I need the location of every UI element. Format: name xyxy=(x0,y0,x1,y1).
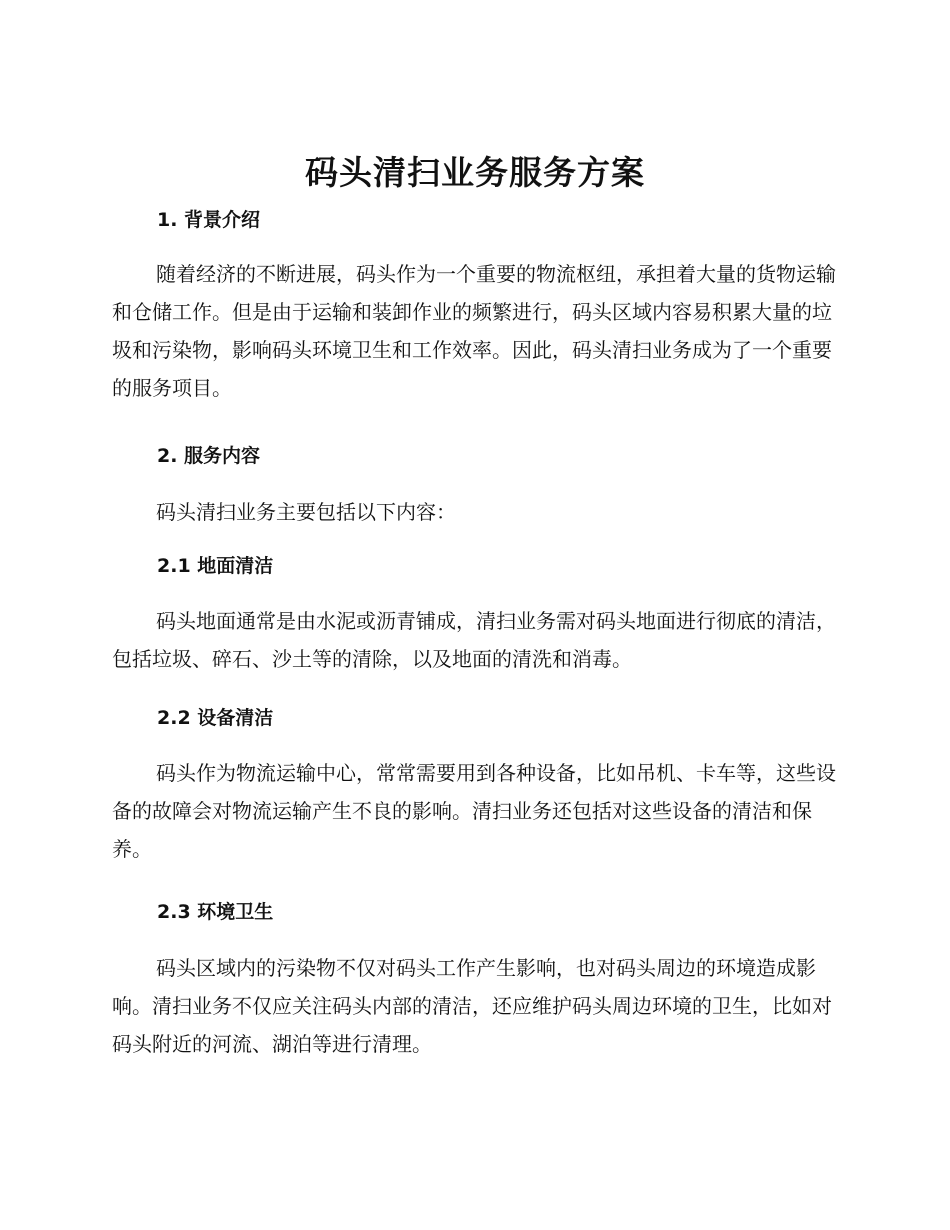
section-heading-ground-cleaning: 2.1 地面清洁 xyxy=(157,555,274,577)
section-text-ground-cleaning: 码头地面通常是由水泥或沥青铺成，清扫业务需对码头地面进行彻底的清洁，包括垃圾、碎石、沙土等的清除，以及地面的清洗和消毒。 xyxy=(112,609,836,671)
section-text-service-content: 码头清扫业务主要包括以下内容： xyxy=(156,500,456,524)
section-heading-equipment-cleaning: 2.2 设备清洁 xyxy=(157,707,274,729)
section-heading-service-content: 2. 服务内容 xyxy=(157,445,261,467)
section-text-equipment-cleaning: 码头作为物流运输中心，常常需要用到各种设备，比如吊机、卡车等，这些设备的故障会对物流运输产生不良的影响。清扫业务还包括对这些设备的清洁和保养。 xyxy=(112,761,836,861)
section-heading-environmental-hygiene: 2.3 环境卫生 xyxy=(157,901,274,923)
section-text-environmental-hygiene: 码头区域内的污染物不仅对码头工作产生影响，也对码头周边的环境造成影响。清扫业务不仅应关注码头内部的清洁，还应维护码头周边环境的卫生，比如对码头附近的河流、湖泊等进行清理。 xyxy=(112,956,832,1056)
section-heading-background: 1. 背景介绍 xyxy=(157,209,261,231)
document-title: 码头清扫业务服务方案 xyxy=(305,153,645,192)
section-text-background: 随着经济的不断进展，码头作为一个重要的物流枢纽，承担着大量的货物运输和仓储工作。但是由于运输和装卸作业的频繁进行，码头区域内容易积累大量的垃圾和污染物，影响码头环境卫生和工作效率。因此，码头清扫业务成为了一个重要的服务项目。 xyxy=(112,262,836,400)
